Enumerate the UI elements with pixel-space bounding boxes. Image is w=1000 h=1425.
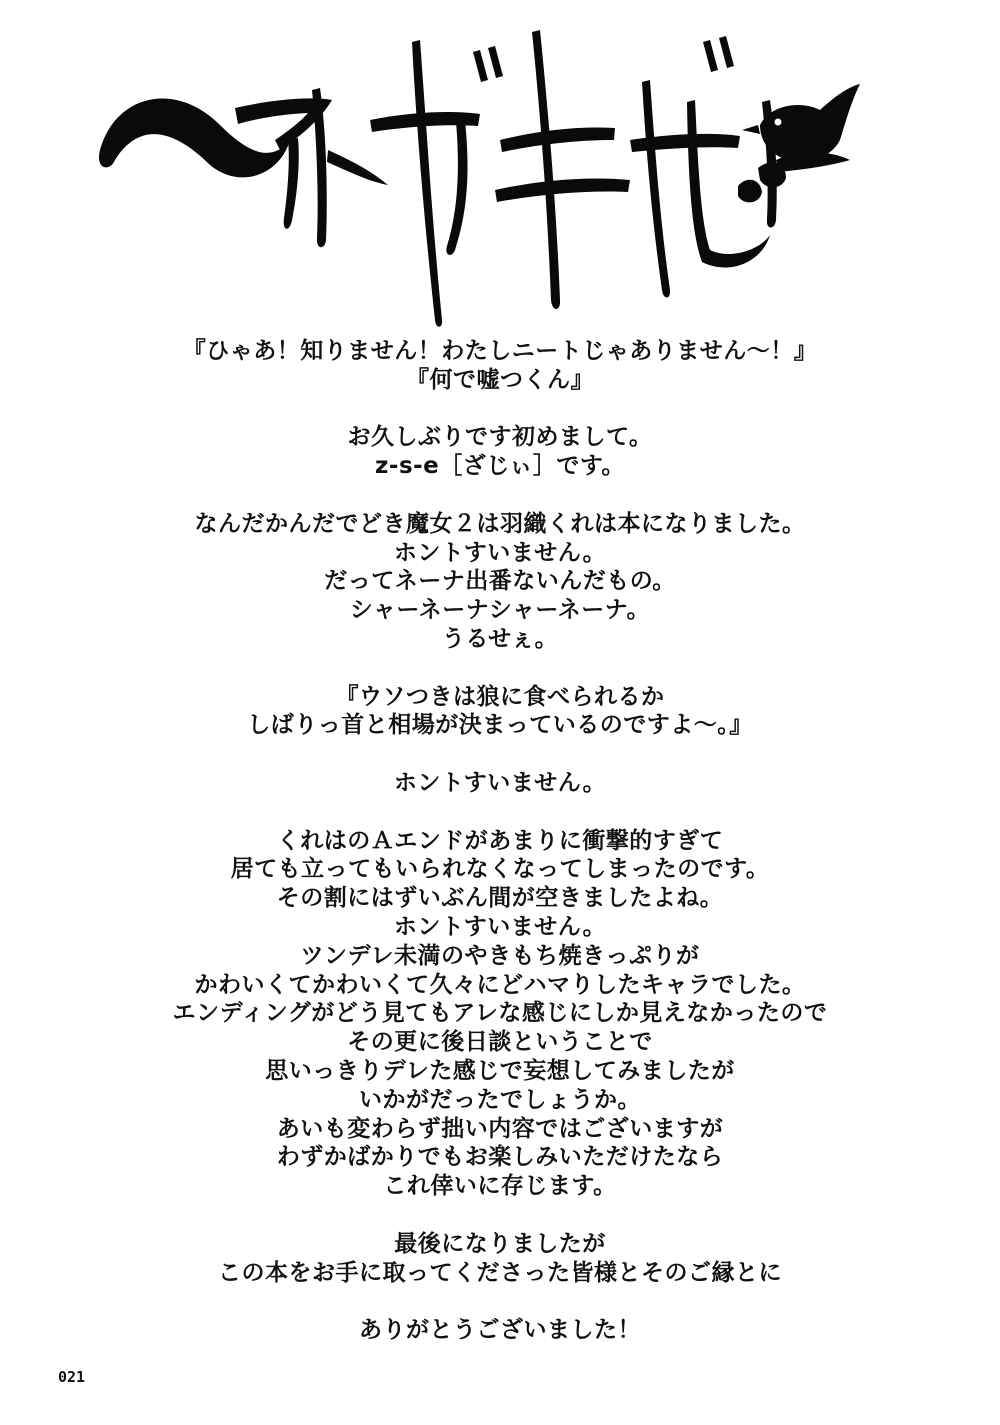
body-line: だってネーナ出番ないんだもの。	[324, 568, 676, 595]
body-line: いかがだったでしょうか。	[359, 1086, 641, 1113]
body-line: 思いっきりデレた感じで妄想してみましたが	[265, 1057, 735, 1084]
body-line: うるせぇ。	[441, 625, 559, 652]
body-line: これ倖いに存じます。	[383, 1173, 617, 1200]
body-line: なんだかんだでどき魔女２は羽織くれは本になりました。	[194, 510, 806, 537]
blank-line	[0, 740, 1000, 769]
body-line: z-s-e［ざじぃ］です。	[375, 453, 625, 480]
body-line: ツンデレ未満のやきもち焼きっぷりが	[300, 942, 700, 969]
blank-line	[0, 395, 1000, 424]
body-line: 『何で嘘つくん』	[406, 366, 594, 393]
body-line: その更に後日談ということで	[347, 1029, 653, 1056]
blank-line	[0, 654, 1000, 683]
body-line: あいも変わらず拙い内容ではございますが	[276, 1115, 724, 1142]
body-line: わずかばかりでもお楽しみいただけたなら	[276, 1144, 724, 1171]
blank-line	[0, 1287, 1000, 1316]
page-number: 021	[58, 1368, 86, 1386]
body-line: シャーネーナシャーネーナ。	[349, 597, 651, 624]
body-line: ありがとうございました！	[359, 1317, 641, 1344]
body-line: 『ウソつきは狼に食べられるか	[335, 683, 665, 710]
body-line: この本をお手に取ってくださった皆様とそのご縁とに	[218, 1259, 782, 1286]
body-line: しばりっ首と相場が決まっているのですよ〜。』	[247, 712, 753, 739]
body-line: ホントすいません。	[393, 539, 607, 566]
blank-line	[0, 1201, 1000, 1230]
title-calligraphy	[70, 0, 950, 330]
body-line: 最後になりましたが	[394, 1230, 606, 1257]
body-line: ホントすいません。	[393, 769, 607, 796]
body-line: お久しぶりです初めまして。	[347, 424, 653, 451]
blank-line	[0, 798, 1000, 827]
body-line: ホントすいません。	[393, 913, 607, 940]
body-line: くれはのＡエンドがあまりに衝撃的すぎて	[276, 827, 724, 854]
body-line: 『ひゃあ！知りません！わたしニートじゃありません〜！』	[182, 338, 818, 364]
body-line: 居ても立ってもいられなくなってしまったのです。	[230, 856, 770, 883]
body-line: かわいくてかわいくて久々にどハマりしたキャラでした。	[194, 971, 806, 998]
body-line: その割にはずいぶん間が空きましたよね。	[276, 885, 724, 912]
afterword-body	[0, 337, 1000, 1345]
blank-line	[0, 481, 1000, 510]
body-line: エンディングがどう見てもアレな感じにしか見えなかったので	[172, 1000, 828, 1027]
